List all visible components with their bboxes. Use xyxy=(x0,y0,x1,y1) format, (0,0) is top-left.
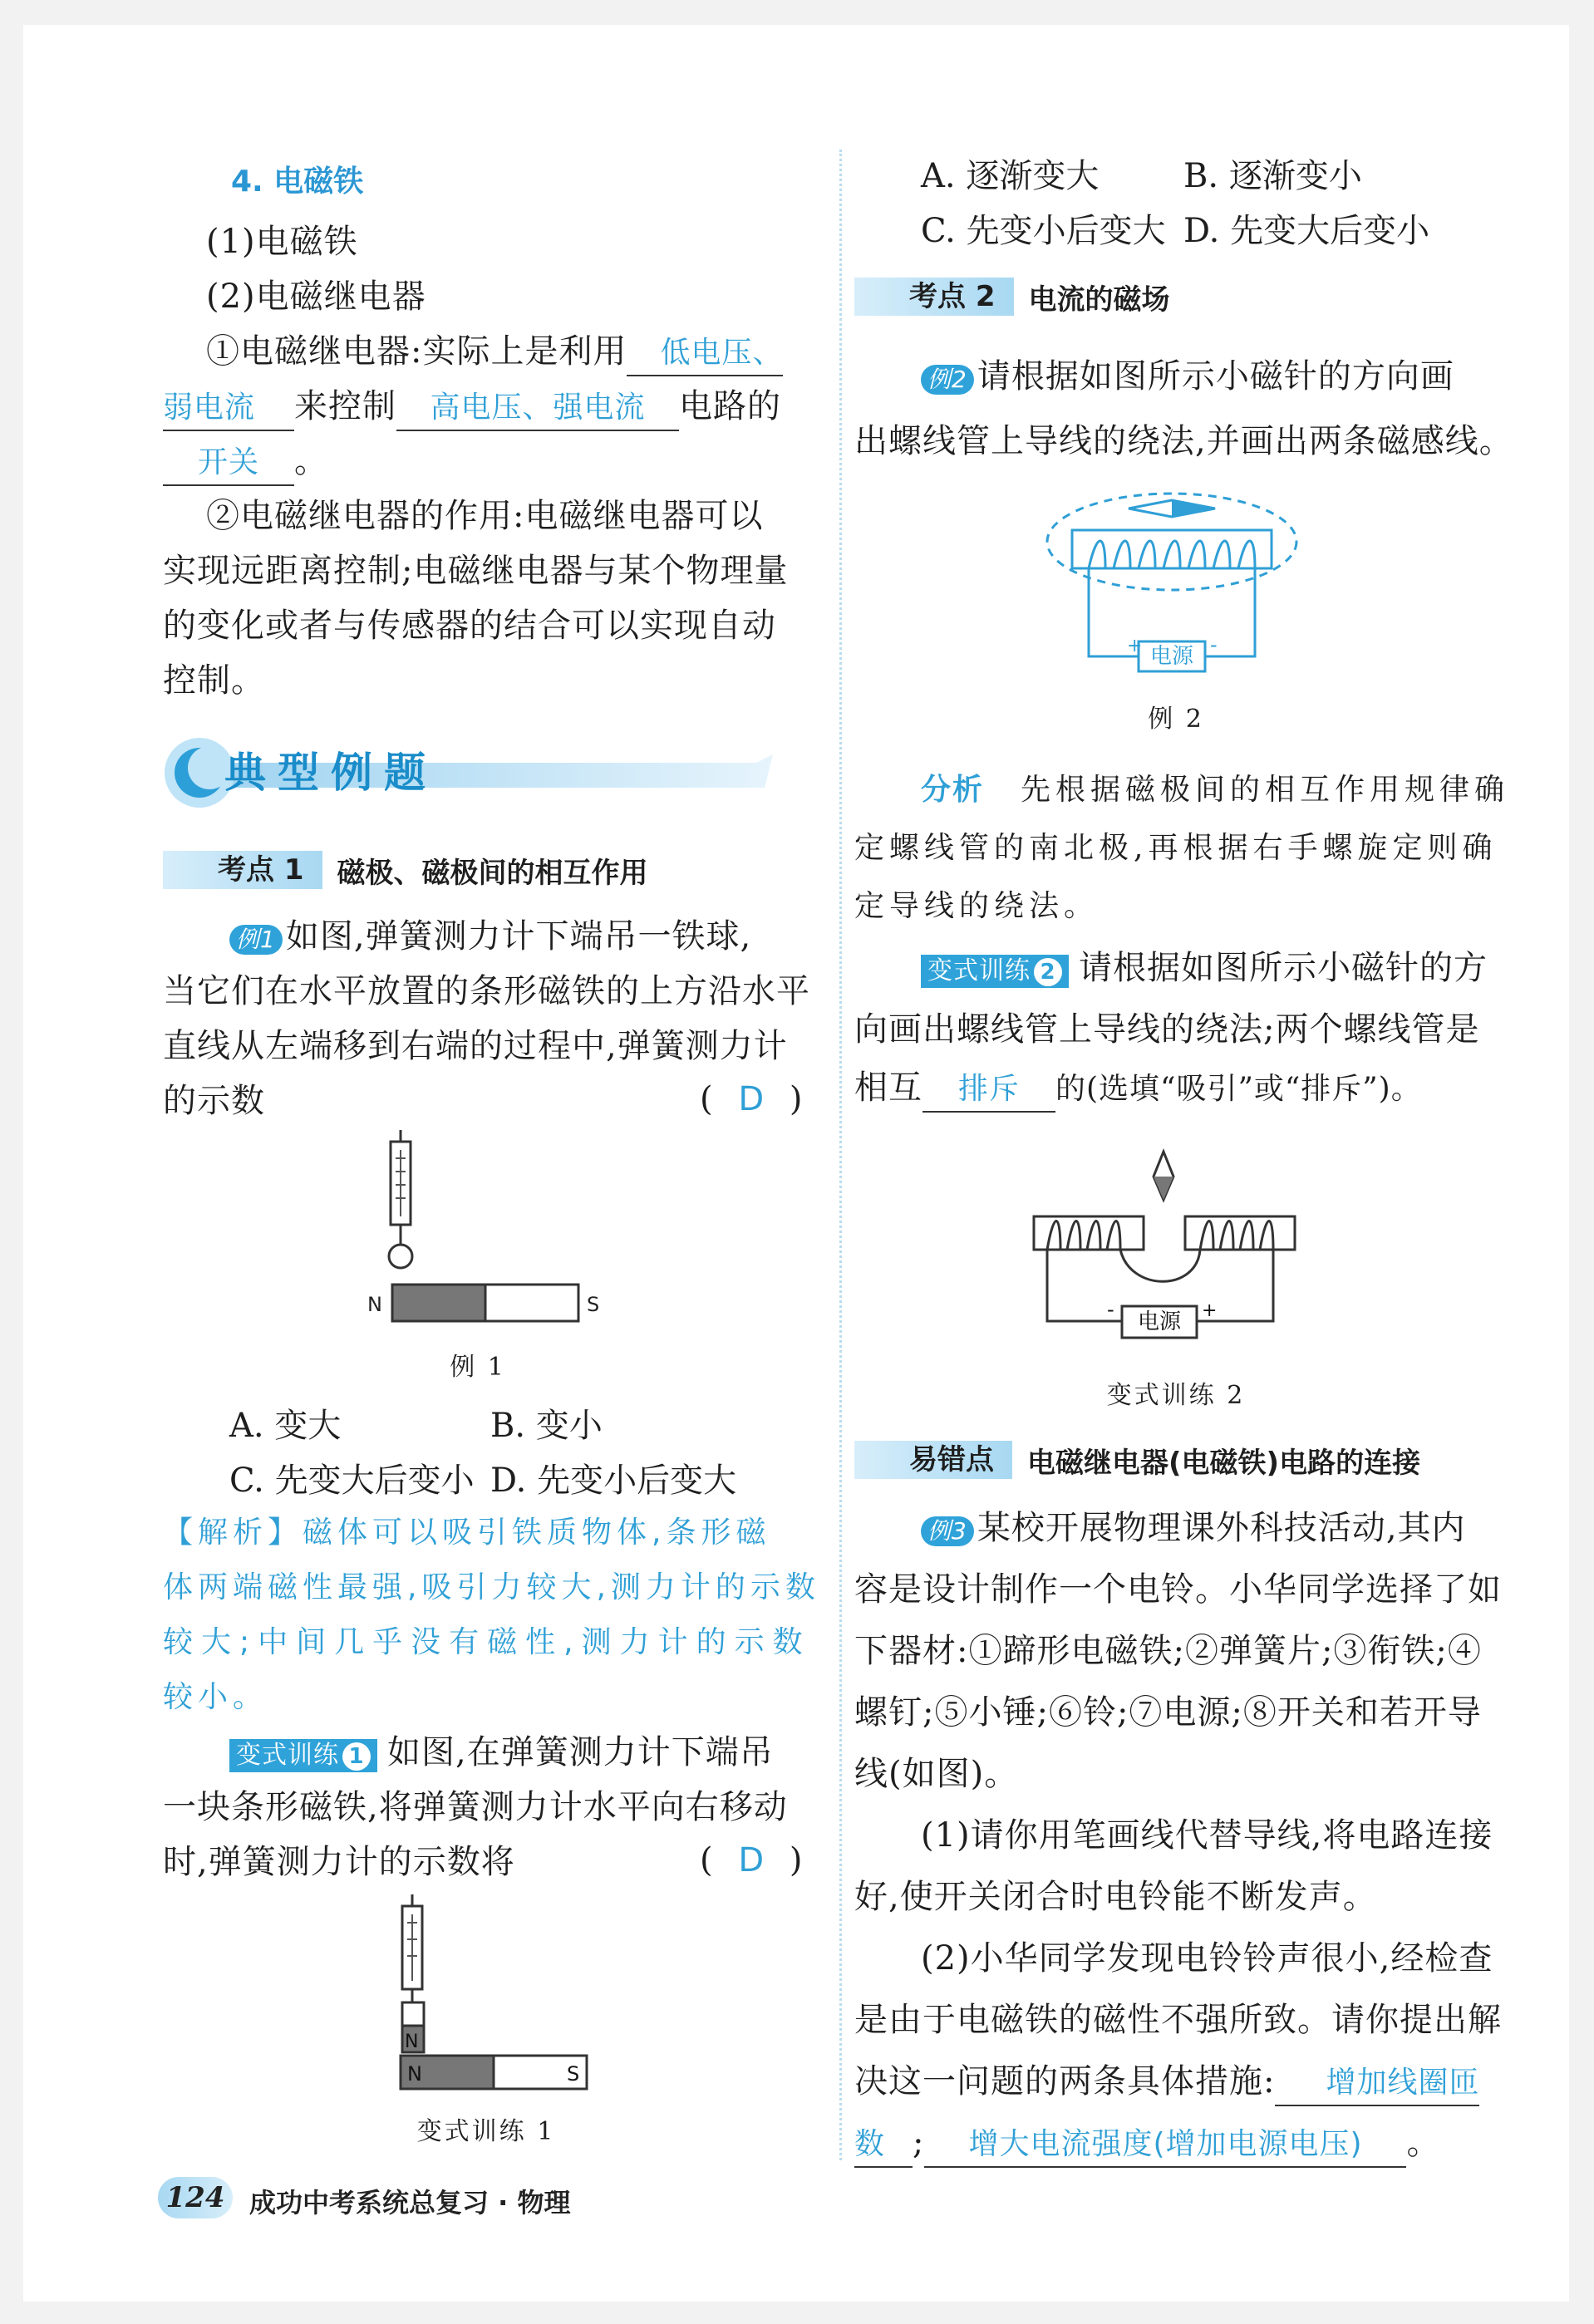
figure-1-caption: 例 1 xyxy=(450,1353,506,1382)
kaodian-1-tag: 考点 1 xyxy=(163,851,322,889)
example-3-end: 。 xyxy=(1406,2124,1441,2162)
example-1-text-1: 如图,弹簧测力计下端吊一铁球, xyxy=(285,917,752,956)
example-3-text-1: 某校开展物理课外科技活动,其内 xyxy=(977,1509,1466,1547)
page-number: 124 xyxy=(158,2177,233,2218)
bs1-option-d: D. 先变大后变小 xyxy=(1183,212,1430,250)
relay-answer-1a: 低电压、 xyxy=(627,332,783,376)
example-1-line3: 直线从左端移到右端的过程中,弹簧测力计 xyxy=(163,1027,788,1065)
relay-b-line1: ②电磁继电器的作用:电磁继电器可以 xyxy=(206,497,764,535)
variant-1-line1 xyxy=(229,1725,774,1780)
bracket-open: ( xyxy=(700,1080,713,1118)
yicuo-header xyxy=(854,1441,1420,1479)
bracket-close: ) xyxy=(789,1080,803,1118)
ex1-option-c: C. 先变大后变小 xyxy=(229,1462,475,1500)
relay-a-prefix: ①电磁继电器:实际上是利用 xyxy=(206,332,627,371)
variant-1-answer: D xyxy=(738,1841,765,1879)
fig-v2-power-label: 电源 xyxy=(1137,1309,1182,1334)
example-3-line5: 线(如图)。 xyxy=(854,1755,1019,1793)
kaodian-1-header xyxy=(163,851,648,889)
figure-2-power-label: 电源 xyxy=(1149,644,1194,669)
bracket-close: ) xyxy=(789,1841,803,1879)
example-1-line4: 的示数 xyxy=(163,1082,265,1120)
variant-1-badge-text: 变式训练 xyxy=(236,1741,339,1770)
variant-2-text-1: 请根据如图所示小磁针的方 xyxy=(1079,949,1488,987)
fig-v2-plus: + xyxy=(1202,1300,1218,1321)
variant-2-line1 xyxy=(921,941,1488,995)
variant-2-badge-text: 变式训练 xyxy=(927,956,1031,985)
example-3-line4: 螺钉;⑤小锤;⑥铃;⑦电源;⑧开关和若开导 xyxy=(854,1693,1482,1732)
bs1-option-b: B. 逐渐变小 xyxy=(1183,157,1362,195)
ex1-analysis-line1: 【解析】磁体可以吸引铁质物体,条形磁 xyxy=(163,1516,771,1550)
example-2-badge: 例2 xyxy=(921,365,974,395)
relay-answer-2: 高电压、强电流 xyxy=(396,386,679,431)
example-3-q1-line1: (1)请你用笔画线代替导线,将电路连接 xyxy=(921,1816,1493,1855)
ex2-analysis-line3: 定导线的绕法。 xyxy=(854,889,1100,923)
yicuo-tag: 易错点 xyxy=(854,1441,1012,1479)
example-3-line1 xyxy=(921,1501,1466,1555)
yicuo-text: 电磁继电器(电磁铁)电路的连接 xyxy=(1027,1446,1421,1480)
variant-1-line3: 时,弹簧测力计的示数将 xyxy=(163,1843,515,1881)
relay-b-line4: 控制。 xyxy=(163,661,265,700)
variant-1-bracket xyxy=(700,1841,802,1879)
banner-title: 典型例题 xyxy=(224,749,437,797)
item-electromagnet: (1)电磁铁 xyxy=(206,223,358,261)
example-3-q2-line2: 是由于电磁铁的磁性不强所致。请你提出解 xyxy=(854,2001,1502,2039)
example-3-line2: 容是设计制作一个电铃。小华同学选择了如 xyxy=(854,1570,1502,1609)
kaodian-2-text: 电流的磁场 xyxy=(1028,283,1170,317)
relay-a-mid: 来控制 xyxy=(294,387,396,425)
fig-v1-s-label: S xyxy=(567,2062,580,2086)
example-3-line3: 下器材:①蹄形电磁铁;②弹簧片;③衔铁;④ xyxy=(854,1632,1482,1670)
example-1-answer: D xyxy=(738,1080,765,1118)
example-1-bracket xyxy=(700,1080,802,1118)
ex1-option-a: A. 变大 xyxy=(229,1407,342,1445)
ex2-analysis-line2: 定螺线管的南北极,再根据右手螺旋定则确 xyxy=(854,831,1498,865)
kaodian-2-header xyxy=(854,278,1170,316)
relay-a-line2 xyxy=(163,379,781,434)
bs1-option-c: C. 先变小后变大 xyxy=(921,212,1166,250)
example-3-sep: ; xyxy=(913,2124,925,2162)
bracket-open: ( xyxy=(700,1841,713,1879)
relay-a-line1 xyxy=(206,324,783,379)
variant-2-num: 2 xyxy=(1034,958,1062,986)
variant-1-num: 1 xyxy=(342,1742,371,1771)
example-1-line1 xyxy=(229,909,751,964)
figure-2-minus: - xyxy=(1210,633,1218,656)
example-1-line2: 当它们在水平放置的条形磁铁的上方沿水平 xyxy=(163,972,810,1010)
column-divider xyxy=(839,150,842,2160)
variant-1-text-1: 如图,在弹簧测力计下端吊 xyxy=(387,1733,774,1771)
fig-v1-small-n: N xyxy=(405,2032,419,2052)
variant-1-line2: 一块条形磁铁,将弹簧测力计水平向右移动 xyxy=(163,1788,788,1826)
example-3-q2-line1: (2)小华同学发现电铃铃声很小,经检查 xyxy=(921,1939,1493,1978)
figure-variant-2-caption: 变式训练 2 xyxy=(1106,1381,1246,1410)
figure-1-s-label: S xyxy=(587,1293,600,1316)
ex1-option-b: B. 变小 xyxy=(490,1407,603,1445)
example-3-q2-prefix: 决这一问题的两条具体措施: xyxy=(854,2062,1276,2100)
figure-1 xyxy=(357,1130,615,1338)
variant-2-badge xyxy=(921,955,1069,988)
kaodian-1-text: 磁极、磁极间的相互作用 xyxy=(337,856,648,890)
section-heading: 4. 电磁铁 xyxy=(231,165,364,199)
ex1-analysis-line3: 较大;中间几乎没有磁性,测力计的示数 xyxy=(163,1625,811,1659)
relay-a-suffix: 电路的 xyxy=(679,387,781,425)
variant-2-suffix: 的(选填“吸引”或“排斥”)。 xyxy=(1055,1072,1422,1106)
figure-2 xyxy=(1039,482,1313,690)
relay-a-end: 。 xyxy=(294,442,328,480)
example-1-badge: 例1 xyxy=(229,925,283,955)
bs1-option-a: A. 逐渐变大 xyxy=(921,157,1100,195)
ex2-analysis-label: 分析 xyxy=(921,773,985,807)
ex2-analysis-line1: 先根据磁极间的相互作用规律确 xyxy=(1021,773,1510,807)
example-3-q1-line2: 好,使开关闭合时电铃能不断发声。 xyxy=(854,1878,1377,1916)
relay-b-line3: 的变化或者与传感器的结合可以实现自动 xyxy=(163,607,776,645)
fig-v1-n-label: N xyxy=(407,2062,422,2086)
example-3-answer-1a: 增加线圈匝 xyxy=(1275,2061,1479,2106)
figure-variant-1-caption: 变式训练 1 xyxy=(416,2117,556,2146)
relay-b-line2: 实现远距离控制;电磁继电器与某个物理量 xyxy=(163,552,789,590)
ex1-option-d: D. 先变小后变大 xyxy=(490,1462,737,1500)
ex1-analysis-line2: 体两端磁性最强,吸引力较大,测力计的示数 xyxy=(163,1570,820,1604)
fig-v2-minus: - xyxy=(1107,1298,1114,1321)
variant-2-line2: 向画出螺线管上导线的绕法;两个螺线管是 xyxy=(854,1010,1480,1049)
relay-a-line3 xyxy=(163,434,328,489)
example-3-answer-1b: 数 xyxy=(854,2123,913,2168)
book-title: 成功中考系统总复习 · 物理 xyxy=(249,2187,571,2218)
example-3-q2-line4 xyxy=(854,2115,1440,2170)
kaodian-2-tag: 考点 2 xyxy=(854,278,1014,316)
example-3-answer-2: 增大电流强度(增加电源电压) xyxy=(924,2123,1406,2168)
example-3-badge: 例3 xyxy=(921,1516,974,1546)
relay-answer-1b: 弱电流 xyxy=(163,386,294,431)
ex1-analysis-line4: 较小。 xyxy=(163,1680,268,1714)
figure-2-caption: 例 2 xyxy=(1148,705,1204,734)
figure-variant-1 xyxy=(391,1894,598,2094)
variant-2-prefix: 相互 xyxy=(854,1069,922,1107)
item-relay: (2)电磁继电器 xyxy=(206,278,426,316)
figure-2-plus: + xyxy=(1127,636,1143,656)
figure-1-n-label: N xyxy=(367,1293,382,1316)
example-2-text-1: 请根据如图所示小磁针的方向画 xyxy=(977,357,1454,396)
variant-1-badge xyxy=(229,1739,377,1772)
example-3-q2-line3 xyxy=(854,2054,1479,2109)
variant-2-answer: 排斥 xyxy=(922,1068,1055,1113)
figure-variant-2 xyxy=(1031,1147,1313,1346)
variant-2-line3 xyxy=(854,1060,1422,1117)
example-2-line2: 出螺线管上导线的绕法,并画出两条磁感线。 xyxy=(854,422,1513,460)
relay-answer-3: 开关 xyxy=(163,441,294,486)
example-2-line1 xyxy=(921,349,1454,404)
